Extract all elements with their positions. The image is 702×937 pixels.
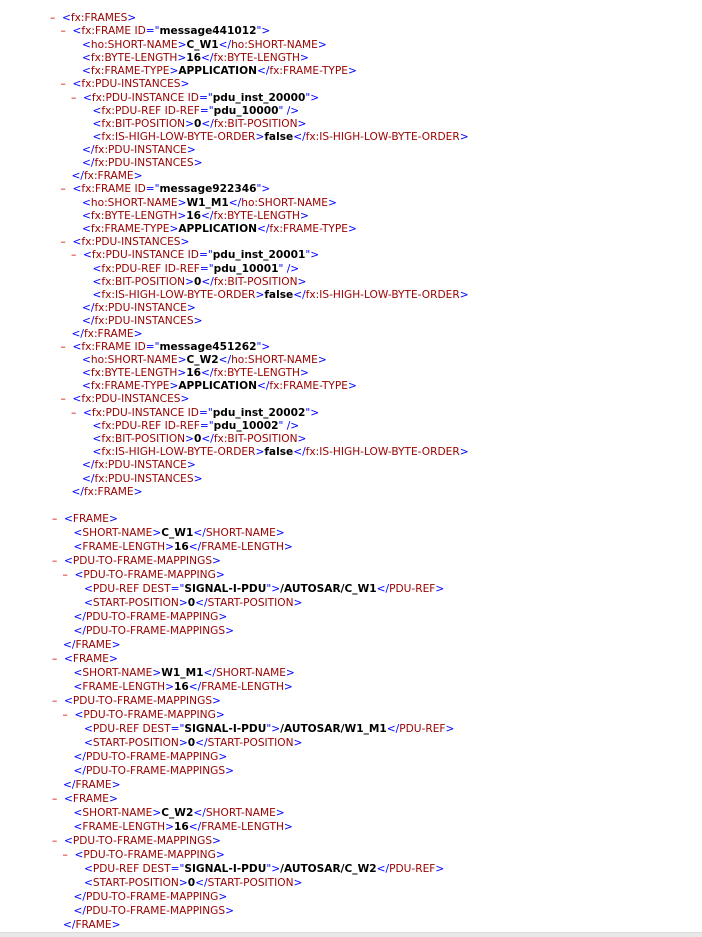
xml-tag-name: fx:FRAMES [70,12,128,24]
xml-tag-name: fx:PDU-INSTANCES [81,78,181,90]
xml-line: – <PDU-TO-FRAME-MAPPINGS> [52,835,221,847]
collapse-toggle-icon[interactable]: – [62,849,68,861]
xml-line: – <fx:PDU-INSTANCE ID="pdu_inst_20002"> [71,407,320,419]
horizontal-scrollbar[interactable] [0,932,702,937]
xml-line: </FRAME> [63,919,121,931]
xml-line: – <fx:PDU-INSTANCES> [60,393,190,405]
xml-line: <fx:IS-HIGH-LOW-BYTE-ORDER>false</fx:IS-HIGH-LOW-BYTE-ORDER> [92,131,469,143]
xml-line: – <fx:PDU-INSTANCES> [60,78,190,90]
xml-line: <fx:BIT-POSITION>0</fx:BIT-POSITION> [92,433,307,445]
xml-tag-name: fx:BYTE-LENGTH [90,367,178,379]
xml-tag-name: FRAME [72,513,109,525]
xml-line: </fx:PDU-INSTANCE> [82,144,196,156]
xml-attribute-value: pdu_10001 [213,263,279,275]
xml-line: <SHORT-NAME>W1_M1</SHORT-NAME> [73,667,295,679]
xml-tag-name: fx:FRAME [81,25,132,37]
xml-tag-name: fx:IS-HIGH-LOW-BYTE-ORDER [305,446,460,458]
collapse-toggle-icon[interactable]: – [50,12,56,24]
xml-attribute-name: ID-REF [164,420,200,432]
xml-line: <fx:PDU-REF ID-REF="pdu_10000" /> [92,105,300,117]
xml-tag-name: SHORT-NAME [82,527,153,539]
xml-attribute-name: DEST [142,863,171,875]
xml-line: </fx:PDU-INSTANCE> [82,302,196,314]
xml-line: – <PDU-TO-FRAME-MAPPINGS> [52,555,221,567]
xml-line: <SHORT-NAME>C_W2</SHORT-NAME> [73,807,285,819]
xml-tag-name: PDU-REF [389,863,436,875]
xml-line: <PDU-REF DEST="SIGNAL-I-PDU">/AUTOSAR/C_W2</PDU-REF> [84,863,445,875]
xml-tag-name: PDU-TO-FRAME-MAPPING [83,849,216,861]
xml-tag-name: FRAME-LENGTH [201,681,284,693]
xml-tag-name: fx:BIT-POSITION [101,276,186,288]
xml-line: <fx:BIT-POSITION>0</fx:BIT-POSITION> [92,118,307,130]
xml-text-value: /AUTOSAR/C_W2 [280,863,377,875]
xml-tag-name: fx:FRAME-TYPE [269,380,348,392]
xml-attribute-name: ID-REF [164,105,200,117]
xml-line: <FRAME-LENGTH>16</FRAME-LENGTH> [73,681,293,693]
xml-tag-name: fx:FRAME-TYPE [90,380,170,392]
xml-tag-name: fx:FRAME-TYPE [269,223,348,235]
xml-attribute-name: ID [187,249,199,261]
xml-text-value: /AUTOSAR/C_W1 [280,583,377,595]
xml-attribute-value: message451262 [159,341,257,353]
collapse-toggle-icon[interactable]: – [60,393,66,405]
xml-attribute-name: ID [134,183,146,195]
xml-tag-name: fx:BIT-POSITION [213,433,298,445]
xml-tag-name: FRAME-LENGTH [82,541,166,553]
xml-attribute-value: pdu_10000 [213,105,279,117]
xml-line: </PDU-TO-FRAME-MAPPINGS> [73,765,234,777]
xml-text-value: 16 [174,821,189,833]
xml-tag-name: ho:SHORT-NAME [90,354,178,366]
collapse-toggle-icon[interactable]: – [60,183,66,195]
xml-text-value: APPLICATION [178,65,257,77]
xml-text-value: 16 [174,681,189,693]
xml-line: <fx:PDU-REF ID-REF="pdu_10001" /> [92,263,300,275]
xml-tag-name: PDU-REF [399,723,446,735]
xml-tag-name: PDU-REF [92,723,140,735]
xml-tag-name: fx:BYTE-LENGTH [213,52,301,64]
xml-tag-name: FRAME [75,779,112,791]
xml-tag-name: START-POSITION [207,597,294,609]
collapse-toggle-icon[interactable]: – [62,709,68,721]
xml-text-value: 0 [187,597,196,609]
xml-tag-name: fx:FRAME [83,486,134,498]
xml-line: – <fx:PDU-INSTANCE ID="pdu_inst_20001"> [71,249,320,261]
xml-line: <START-POSITION>0</START-POSITION> [84,737,303,749]
xml-line: – <PDU-TO-FRAME-MAPPING> [62,849,225,861]
xml-attribute-name: ID [187,407,199,419]
xml-tag-name: FRAME-LENGTH [201,821,284,833]
xml-tag-name: fx:PDU-INSTANCE [94,302,187,314]
xml-line: – <fx:FRAME ID="message451262"> [60,341,271,353]
xml-line: </FRAME> [63,779,121,791]
xml-line: <START-POSITION>0</START-POSITION> [84,877,303,889]
xml-attribute-value: SIGNAL-I-PDU [184,723,267,735]
xml-tag-name: PDU-TO-FRAME-MAPPING [85,611,219,623]
xml-tag-name: fx:BIT-POSITION [101,433,186,445]
collapse-toggle-icon[interactable]: – [60,341,66,353]
collapse-toggle-icon[interactable]: – [71,249,77,261]
xml-line: </PDU-TO-FRAME-MAPPING> [73,891,228,903]
xml-line: </PDU-TO-FRAME-MAPPING> [73,611,228,623]
xml-attribute-value: pdu_inst_20000 [212,92,306,104]
xml-tag-name: PDU-TO-FRAME-MAPPING [83,569,216,581]
xml-tag-name: fx:FRAME [83,328,134,340]
xml-tag-name: PDU-REF [92,863,140,875]
xml-attribute-value: message441012 [159,25,257,37]
collapse-toggle-icon[interactable]: – [52,513,58,525]
xml-line: <ho:SHORT-NAME>C_W1</ho:SHORT-NAME> [82,39,327,51]
xml-line: <fx:BYTE-LENGTH>16</fx:BYTE-LENGTH> [82,367,309,379]
xml-tag-name: FRAME [75,639,112,651]
xml-text-value: 16 [174,541,189,553]
xml-tag-name: SHORT-NAME [215,667,286,679]
xml-line: <FRAME-LENGTH>16</FRAME-LENGTH> [73,821,293,833]
xml-tag-name: ho:SHORT-NAME [231,39,318,51]
xml-line: – <FRAME> [52,653,118,665]
xml-line: <ho:SHORT-NAME>W1_M1</ho:SHORT-NAME> [82,197,337,209]
collapse-toggle-icon[interactable]: – [60,25,66,37]
xml-line: <fx:FRAME-TYPE>APPLICATION</fx:FRAME-TYPE> [82,223,357,235]
xml-tag-name: PDU-TO-FRAME-MAPPINGS [85,765,226,777]
xml-line: </fx:FRAME> [71,328,143,340]
xml-tag-name: fx:FRAME-TYPE [90,223,170,235]
xml-tag-name: SHORT-NAME [82,667,153,679]
xml-line: </fx:FRAME> [71,170,143,182]
xml-tag-name: FRAME-LENGTH [201,541,284,553]
xml-tag-name: fx:PDU-INSTANCES [81,393,181,405]
xml-tag-name: fx:FRAME [81,341,132,353]
xml-line: – <PDU-TO-FRAME-MAPPING> [62,709,225,721]
xml-text-value: 16 [186,210,202,222]
xml-text-value: APPLICATION [178,223,257,235]
collapse-toggle-icon[interactable]: – [71,92,77,104]
xml-tag-name: fx:FRAME [81,183,132,195]
xml-text-value: W1_M1 [161,667,204,679]
xml-tag-name: fx:PDU-REF [101,420,162,432]
xml-tag-name: fx:FRAME-TYPE [90,65,170,77]
xml-line: – <fx:FRAME ID="message441012"> [60,25,271,37]
xml-text-value: false [264,131,294,143]
xml-tag-name: PDU-TO-FRAME-MAPPINGS [72,835,213,847]
xml-line: <fx:FRAME-TYPE>APPLICATION</fx:FRAME-TYPE> [82,65,357,77]
xml-tag-name: PDU-TO-FRAME-MAPPINGS [85,625,226,637]
xml-tag-name: fx:PDU-INSTANCES [94,315,194,327]
xml-line: – <fx:PDU-INSTANCE ID="pdu_inst_20000"> [71,92,320,104]
xml-tag-name: fx:BYTE-LENGTH [213,210,301,222]
xml-text-value: 0 [187,737,196,749]
xml-line: <FRAME-LENGTH>16</FRAME-LENGTH> [73,541,293,553]
collapse-toggle-icon[interactable]: – [52,793,58,805]
xml-tag-name: START-POSITION [92,877,179,889]
xml-text-value: C_W1 [186,39,219,51]
xml-text-value: C_W2 [161,807,194,819]
xml-line: – <PDU-TO-FRAME-MAPPING> [62,569,225,581]
xml-attribute-value: message922346 [159,183,257,195]
xml-attribute-name: ID-REF [164,263,200,275]
xml-text-value: C_W1 [161,527,194,539]
xml-line: <SHORT-NAME>C_W1</SHORT-NAME> [73,527,285,539]
xml-text-value: 16 [186,52,202,64]
xml-tag-name: fx:PDU-INSTANCE [91,407,185,419]
xml-line: <fx:BYTE-LENGTH>16</fx:BYTE-LENGTH> [82,52,309,64]
collapse-toggle-icon[interactable]: – [60,78,66,90]
xml-tag-name: fx:IS-HIGH-LOW-BYTE-ORDER [305,289,460,301]
xml-line: </PDU-TO-FRAME-MAPPINGS> [73,905,234,917]
xml-tag-name: PDU-TO-FRAME-MAPPING [85,751,219,763]
collapse-toggle-icon[interactable]: – [52,695,58,707]
xml-tag-name: fx:IS-HIGH-LOW-BYTE-ORDER [101,131,256,143]
xml-tag-name: fx:IS-HIGH-LOW-BYTE-ORDER [101,289,256,301]
xml-tag-name: PDU-TO-FRAME-MAPPING [83,709,216,721]
xml-tag-name: PDU-TO-FRAME-MAPPING [85,891,219,903]
xml-attribute-value: SIGNAL-I-PDU [184,583,267,595]
xml-text-value: 0 [194,276,202,288]
xml-line: <fx:BIT-POSITION>0</fx:BIT-POSITION> [92,276,307,288]
xml-attribute-name: ID [134,25,146,37]
xml-tag-name: SHORT-NAME [205,807,276,819]
xml-line: – <fx:PDU-INSTANCES> [60,236,190,248]
xml-tag-name: ho:SHORT-NAME [90,39,178,51]
xml-tag-name: fx:BIT-POSITION [213,276,298,288]
xml-tag-name: fx:PDU-INSTANCE [94,144,187,156]
xml-tag-name: fx:PDU-INSTANCE [94,459,187,471]
xml-line: <PDU-REF DEST="SIGNAL-I-PDU">/AUTOSAR/C_W1</PDU-REF> [84,583,445,595]
xml-tag-name: PDU-TO-FRAME-MAPPINGS [72,695,213,707]
xml-tag-name: fx:PDU-INSTANCE [91,92,185,104]
xml-tag-name: PDU-REF [92,583,140,595]
xml-tag-name: FRAME [72,793,109,805]
xml-line: <ho:SHORT-NAME>C_W2</ho:SHORT-NAME> [82,354,327,366]
collapse-toggle-icon[interactable]: – [71,407,77,419]
xml-line: – <fx:FRAME ID="message922346"> [60,183,271,195]
xml-text-value: W1_M1 [186,197,229,209]
xml-line: – <PDU-TO-FRAME-MAPPINGS> [52,695,221,707]
xml-tag-name: fx:FRAME-TYPE [269,65,348,77]
collapse-toggle-icon[interactable]: – [52,653,58,665]
xml-line: </fx:PDU-INSTANCE> [82,459,196,471]
xml-tag-name: ho:SHORT-NAME [241,197,328,209]
xml-tag-name: START-POSITION [207,877,294,889]
xml-attribute-value: SIGNAL-I-PDU [184,863,267,875]
xml-tag-name: fx:IS-HIGH-LOW-BYTE-ORDER [101,446,256,458]
xml-tag-name: START-POSITION [92,737,179,749]
xml-line: <fx:IS-HIGH-LOW-BYTE-ORDER>false</fx:IS-HIGH-LOW-BYTE-ORDER> [92,446,469,458]
xml-text-value: false [264,446,294,458]
xml-tag-name: fx:IS-HIGH-LOW-BYTE-ORDER [305,131,460,143]
collapse-toggle-icon[interactable]: – [60,236,66,248]
xml-tag-name: FRAME-LENGTH [82,681,166,693]
xml-line: <fx:IS-HIGH-LOW-BYTE-ORDER>false</fx:IS-HIGH-LOW-BYTE-ORDER> [92,289,469,301]
xml-line: </fx:PDU-INSTANCES> [82,315,203,327]
xml-text-value: 0 [194,433,202,445]
xml-tag-name: SHORT-NAME [82,807,153,819]
xml-attribute-value: pdu_inst_20002 [212,407,306,419]
xml-text-value: 16 [186,367,202,379]
xml-tag-name: fx:PDU-INSTANCES [94,473,194,485]
xml-tag-name: PDU-TO-FRAME-MAPPINGS [85,905,226,917]
xml-line: <fx:FRAME-TYPE>APPLICATION</fx:FRAME-TYPE> [82,380,357,392]
xml-tag-name: fx:BIT-POSITION [101,118,186,130]
xml-tag-name: fx:PDU-REF [101,263,162,275]
xml-attribute-name: ID [187,92,199,104]
xml-text-value: /AUTOSAR/W1_M1 [280,723,387,735]
xml-text-value: C_W2 [186,354,219,366]
xml-tag-name: START-POSITION [207,737,294,749]
xml-tag-name: FRAME [75,919,112,931]
xml-line: </fx:PDU-INSTANCES> [82,157,203,169]
xml-line: – <FRAME> [52,513,118,525]
xml-tag-name: PDU-REF [389,583,436,595]
xml-tag-name: fx:FRAME [83,170,134,182]
xml-attribute-name: ID [134,341,146,353]
xml-attribute-value: pdu_10002 [213,420,279,432]
collapse-toggle-icon[interactable]: – [52,835,58,847]
xml-tag-name: fx:PDU-INSTANCE [91,249,185,261]
xml-line: <START-POSITION>0</START-POSITION> [84,597,303,609]
xml-tag-name: fx:PDU-REF [101,105,162,117]
collapse-toggle-icon[interactable]: – [62,569,68,581]
xml-line: </fx:FRAME> [71,486,143,498]
xml-tag-name: fx:PDU-INSTANCES [81,236,181,248]
xml-tag-name: FRAME [72,653,109,665]
xml-attribute-name: DEST [142,583,171,595]
collapse-toggle-icon[interactable]: – [52,555,58,567]
xml-tag-name: fx:BYTE-LENGTH [90,210,178,222]
xml-line: – <FRAME> [52,793,118,805]
xml-text-value: APPLICATION [178,380,257,392]
xml-tag-name: fx:BYTE-LENGTH [213,367,301,379]
xml-text-value: 0 [187,877,196,889]
xml-line: </FRAME> [63,639,121,651]
xml-tag-name: fx:BYTE-LENGTH [90,52,178,64]
xml-tag-name: PDU-TO-FRAME-MAPPINGS [72,555,213,567]
xml-tag-name: START-POSITION [92,597,179,609]
xml-tag-name: fx:BIT-POSITION [213,118,298,130]
xml-line: <PDU-REF DEST="SIGNAL-I-PDU">/AUTOSAR/W1_M1</PDU-REF> [84,723,455,735]
xml-line: </fx:PDU-INSTANCES> [82,473,203,485]
xml-text-value: false [264,289,294,301]
xml-tag-name: FRAME-LENGTH [82,821,166,833]
xml-line: </PDU-TO-FRAME-MAPPING> [73,751,228,763]
xml-text-value: 0 [194,118,202,130]
xml-attribute-name: DEST [142,723,171,735]
xml-tag-name: ho:SHORT-NAME [231,354,318,366]
xml-tag-name: ho:SHORT-NAME [90,197,178,209]
xml-line: <fx:PDU-REF ID-REF="pdu_10002" /> [92,420,300,432]
xml-line: – <fx:FRAMES> [50,12,137,24]
xml-line: </PDU-TO-FRAME-MAPPINGS> [73,625,234,637]
xml-tag-name: fx:PDU-INSTANCES [94,157,194,169]
xml-attribute-value: pdu_inst_20001 [212,249,306,261]
xml-line: <fx:BYTE-LENGTH>16</fx:BYTE-LENGTH> [82,210,309,222]
xml-tag-name: SHORT-NAME [205,527,276,539]
